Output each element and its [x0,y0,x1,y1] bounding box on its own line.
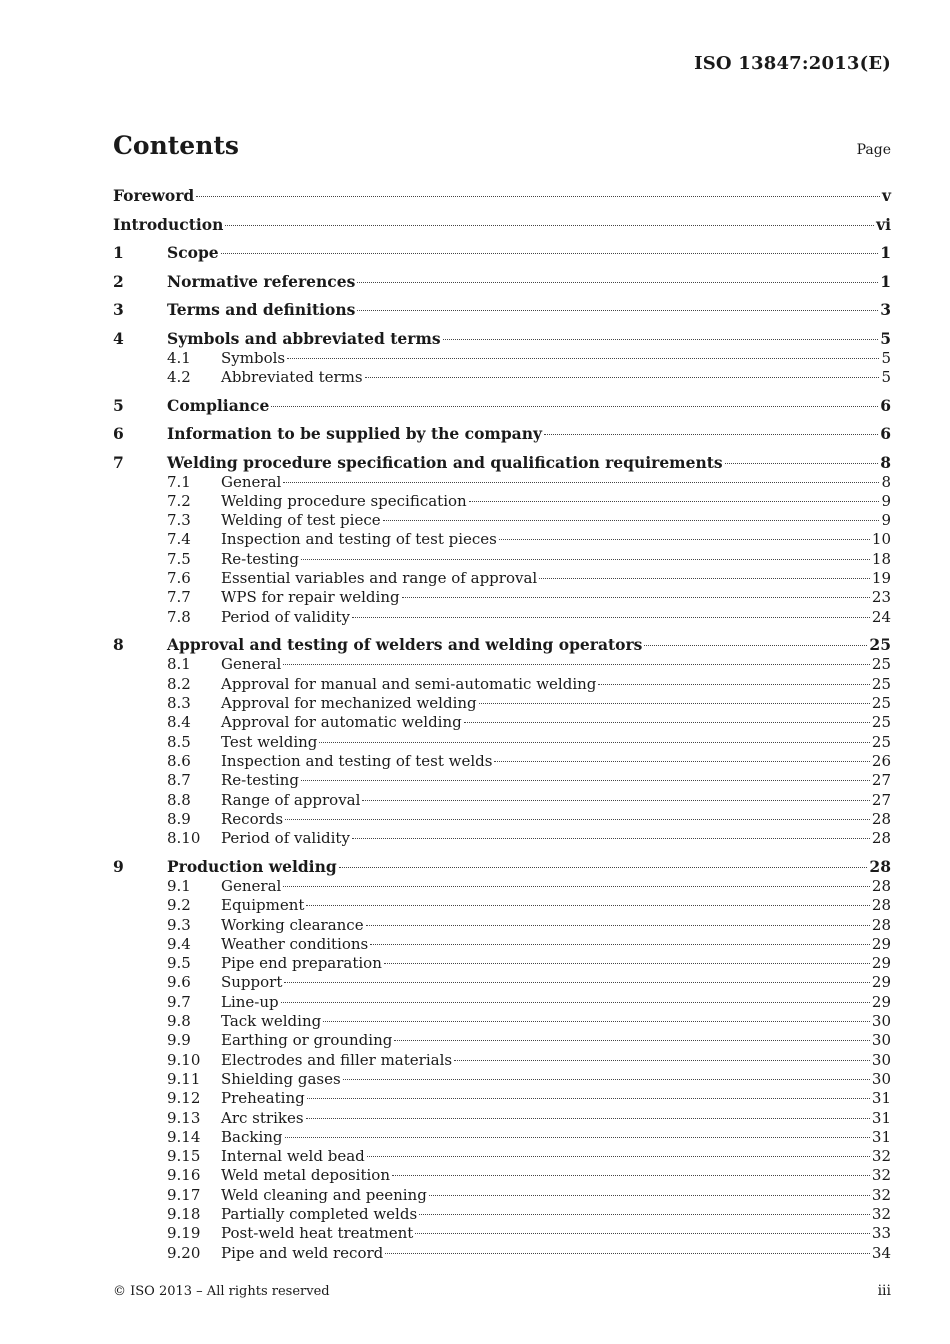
toc-subsection-entry[interactable] [113,569,891,588]
toc-entry-page: 30 [871,1050,891,1069]
toc-entry-title: Production welding [167,856,337,876]
toc-entry-title: Preheating [221,1089,305,1108]
dot-leader [301,558,870,560]
toc-entry-number: 7.5 [167,549,191,568]
dot-leader [443,338,879,340]
toc-subsection-entry[interactable] [113,1070,891,1089]
toc-entry-page: vi [876,214,891,234]
toc-subsection-entry[interactable] [113,694,891,713]
toc-entry-title: Period of validity [221,829,350,848]
toc-entry-page: 25 [871,713,891,732]
toc-entry-number: 8.1 [167,655,191,674]
toc-entry-page: 8 [881,472,891,491]
toc-entry-title: Records [221,809,284,828]
toc-entry-title: Essential variables and range of approval [221,569,538,588]
toc-entry-title: Approval for manual and semi-automatic welding [221,674,597,693]
toc-entry-number: 9.2 [167,896,191,915]
toc-entry-page: 25 [871,694,891,713]
toc-entry-page: 27 [871,771,891,790]
toc-entry-page: 32 [871,1166,891,1185]
dot-leader [367,1155,870,1157]
toc-section-entry[interactable] [113,300,891,320]
dot-leader [469,500,880,502]
dot-leader [283,481,879,483]
toc-entry-title: Re-testing [221,771,299,790]
toc-entry-number: 9.14 [167,1127,201,1146]
dot-leader [598,683,870,685]
toc-section-entry[interactable] [113,243,891,263]
toc-entry-page: 28 [871,809,891,828]
dot-leader [383,519,880,521]
dot-leader [362,799,870,801]
page-number: iii [877,1283,891,1299]
toc-subsection-entry[interactable] [113,1128,891,1147]
toc-entry-number: 8 [113,635,124,655]
toc-subsection-entry[interactable] [113,877,891,896]
dot-leader [357,309,878,311]
toc-entry-title: Re-testing [221,549,299,568]
toc-entry-page: 29 [871,992,891,1011]
page-column-label: Page [856,142,891,158]
dot-leader [306,1117,870,1119]
copyright-notice: © ISO 2013 – All rights reserved [113,1284,330,1299]
toc-subsection-entry[interactable] [113,1244,891,1263]
toc-entry-number: 7.4 [167,530,191,549]
toc-entry-number: 8.3 [167,694,191,713]
toc-entry-page: 28 [871,829,891,848]
dot-leader [415,1232,870,1234]
toc-subsection-entry[interactable] [113,1166,891,1185]
toc-subsection-entry[interactable] [113,588,891,607]
toc-entry-number: 9.5 [167,954,191,973]
dot-leader [287,357,879,359]
toc-subsection-entry[interactable] [113,349,891,368]
toc-section-entry[interactable] [113,186,891,206]
toc-entry-number: 3 [113,300,124,319]
toc-entry-number: 1 [113,243,124,262]
toc-section-entry[interactable] [113,396,891,416]
toc-entry-page: 33 [871,1224,891,1243]
toc-entry-page: 30 [871,1031,891,1050]
toc-entry-number: 9.8 [167,1012,191,1031]
dot-leader [392,1174,870,1176]
dot-leader [271,405,878,407]
toc-entry-page: 29 [871,973,891,992]
toc-subsection-entry[interactable] [113,1186,891,1205]
toc-entry-title: Earthing or grounding [221,1031,393,1050]
toc-entry-title: Approval and testing of welders and welding operators [167,635,643,655]
toc-entry-title: Partially completed welds [221,1204,418,1223]
toc-subsection-entry[interactable] [113,1051,891,1070]
dot-leader [285,1136,870,1138]
toc-entry-number: 2 [113,271,124,291]
toc-entry-page: 23 [871,588,891,607]
toc-entry-page: 27 [871,790,891,809]
toc-entry-page: 31 [871,1108,891,1127]
toc-entry-page: 5 [880,328,891,348]
dot-leader [284,981,870,983]
toc-entry-title: Symbols and abbreviated terms [167,328,441,348]
toc-section-entry[interactable] [113,329,891,349]
toc-entry-page: 32 [871,1185,891,1204]
toc-subsection-entry[interactable] [113,993,891,1012]
toc-entry-page: 1 [880,243,891,262]
toc-entry-title: Internal weld bead [221,1147,365,1166]
toc-entry-number: 9.12 [167,1089,201,1108]
dot-leader [339,866,868,868]
toc-entry-title: Abbreviated terms [221,367,363,386]
dot-leader [196,195,880,197]
toc-subsection-entry[interactable] [113,655,891,674]
toc-entry-number: 9.9 [167,1031,191,1050]
toc-subsection-entry[interactable] [113,1224,891,1243]
toc-entry-number: 8.7 [167,771,191,790]
toc-entry-title: Welding procedure specification [221,491,467,510]
toc-subsection-entry[interactable] [113,771,891,790]
toc-subsection-entry[interactable] [113,368,891,387]
toc-entry-title: WPS for repair welding [221,588,400,607]
toc-subsection-entry[interactable] [113,713,891,732]
dot-leader [725,462,879,464]
dot-leader [225,224,874,226]
dot-leader [285,818,870,820]
dot-leader [281,1001,870,1003]
toc-subsection-entry[interactable] [113,935,891,954]
toc-entry-number: 7.6 [167,569,191,588]
toc-entry-title: Support [221,973,283,992]
toc-entry-title: Information to be supplied by the company [167,424,542,444]
dot-leader [384,962,870,964]
toc-entry-page: 25 [871,732,891,751]
toc-entry-number: 9.13 [167,1108,201,1127]
dot-leader [221,252,879,254]
toc-entry-number: 9 [113,856,124,876]
toc-subsection-entry[interactable] [113,1205,891,1224]
toc-entry-number: 9.19 [167,1224,201,1243]
toc-entry-number: 7.7 [167,588,191,607]
toc-entry-number: 8.2 [167,674,191,693]
toc-entry-page: 30 [871,1012,891,1031]
dot-leader [419,1213,870,1215]
toc-entry-page: 28 [871,896,891,915]
toc-entry-title: Inspection and testing of test pieces [221,530,497,549]
toc-entry-number: 8.10 [167,829,201,848]
toc-entry-page: 26 [871,751,891,770]
toc-entry-title: Inspection and testing of test welds [221,751,493,770]
toc-entry-number: 9.4 [167,934,191,953]
toc-entry-number: 9.18 [167,1204,201,1223]
toc-entry-page: 32 [871,1147,891,1166]
toc-subsection-entry[interactable] [113,675,891,694]
toc-entry-title: Terms and definitions [167,300,356,319]
dot-leader [352,616,870,618]
toc-entry-page: 31 [871,1127,891,1146]
dot-leader [357,281,878,283]
dot-leader [366,924,870,926]
toc-entry-number: 7.3 [167,511,191,530]
toc-entry-title: Electrodes and filler materials [221,1050,453,1069]
toc-entry-page: 5 [881,348,891,367]
toc-entry-number: 9.16 [167,1166,201,1185]
toc-entry-title: Weld metal deposition [221,1166,390,1185]
toc-entry-number: 9.3 [167,915,191,934]
dot-leader [464,721,870,723]
toc-entry-title: Equipment [221,896,305,915]
dot-leader [494,760,869,762]
toc-entry-title: Backing [221,1127,283,1146]
toc-section-entry[interactable] [113,453,891,473]
toc-entry-number: 8.5 [167,732,191,751]
toc-entry-page: 29 [871,934,891,953]
toc-entry-title: Introduction [113,214,224,234]
toc-entry-page: 31 [871,1089,891,1108]
toc-entry-page: 8 [880,452,891,472]
toc-entry-number: 4.2 [167,367,191,386]
contents-title: Contents [113,131,240,160]
toc-entry-number: 7.8 [167,607,191,626]
toc-entry-title: Approval for automatic welding [221,713,462,732]
toc-entry-title: General [221,472,282,491]
dot-leader [402,596,870,598]
toc-entry-title: Weather conditions [221,934,369,953]
toc-entry-page: v [881,186,891,205]
toc-subsection-entry[interactable] [113,810,891,829]
toc-entry-title: Test welding [221,732,318,751]
toc-entry-title: Tack welding [221,1012,322,1031]
toc-entry-page: 9 [881,511,891,530]
toc-entry-number: 9.7 [167,992,191,1011]
toc-subsection-entry[interactable] [113,1012,891,1031]
toc-subsection-entry[interactable] [113,829,891,848]
toc-entry-number: 8.4 [167,713,191,732]
dot-leader [306,904,870,906]
toc-entry-page: 34 [871,1243,891,1262]
toc-entry-number: 9.6 [167,973,191,992]
toc-subsection-entry[interactable] [113,752,891,771]
toc-subsection-entry[interactable] [113,1089,891,1108]
toc-entry-number: 9.11 [167,1069,201,1088]
dot-leader [319,741,870,743]
toc-subsection-entry[interactable] [113,511,891,530]
toc-entry-page: 25 [871,674,891,693]
toc-entry-page: 19 [871,569,891,588]
toc-entry-title: Normative references [167,271,356,291]
dot-leader [343,1078,870,1080]
dot-leader [365,376,880,378]
toc-section-entry[interactable] [113,215,891,235]
toc-subsection-entry[interactable] [113,791,891,810]
toc-entry-title: Pipe end preparation [221,954,382,973]
toc-subsection-entry[interactable] [113,550,891,569]
toc-entry-number: 7.2 [167,491,191,510]
toc-entry-title: Welding of test piece [221,511,381,530]
toc-entry-page: 28 [871,876,891,895]
toc-entry-number: 5 [113,395,124,415]
toc-entry-title: Period of validity [221,607,350,626]
toc-entry-title: Post-weld heat treatment [221,1224,414,1243]
toc-entry-page: 3 [880,300,891,319]
toc-entry-page: 1 [880,271,891,291]
dot-leader [385,1252,870,1254]
toc-entry-title: Weld cleaning and peening [221,1185,427,1204]
dot-leader [394,1039,870,1041]
toc-entry-number: 4.1 [167,348,191,367]
toc-entry-number: 9.15 [167,1147,201,1166]
toc-entry-title: Scope [167,243,219,262]
toc-entry-number: 7.1 [167,472,191,491]
toc-entry-title: Approval for mechanized welding [221,694,477,713]
toc-entry-number: 6 [113,424,124,444]
toc-entry-number: 4 [113,328,124,348]
document-identifier: ISO 13847:2013(E) [694,53,891,74]
toc-entry-page: 5 [881,367,891,386]
toc-entry-page: 18 [871,549,891,568]
dot-leader [544,433,878,435]
toc-entry-page: 10 [871,530,891,549]
toc-entry-page: 6 [880,424,891,444]
toc-entry-title: Welding procedure specification and qualification requirements [167,452,723,472]
toc-entry-title: Working clearance [221,915,364,934]
toc-entry-title: Compliance [167,395,270,415]
toc-entry-number: 9.20 [167,1243,201,1262]
dot-leader [454,1059,870,1061]
toc-entry-page: 25 [871,655,891,674]
table-of-contents [113,186,891,1263]
toc-entry-number: 9.10 [167,1050,201,1069]
toc-entry-number: 8.6 [167,751,191,770]
toc-subsection-entry[interactable] [113,530,891,549]
dot-leader [644,644,867,646]
toc-subsection-entry[interactable] [113,608,891,627]
toc-entry-page: 28 [869,856,891,876]
toc-entry-page: 28 [871,915,891,934]
dot-leader [352,837,870,839]
dot-leader [283,885,870,887]
toc-entry-page: 6 [880,395,891,415]
toc-entry-number: 8.8 [167,790,191,809]
toc-entry-title: Symbols [221,348,286,367]
toc-entry-page: 30 [871,1069,891,1088]
toc-entry-page: 9 [881,491,891,510]
toc-entry-title: Arc strikes [221,1108,304,1127]
toc-entry-number: 9.1 [167,876,191,895]
dot-leader [429,1194,870,1196]
toc-entry-title: Range of approval [221,790,361,809]
dot-leader [370,943,870,945]
toc-entry-page: 24 [871,607,891,626]
toc-subsection-entry[interactable] [113,973,891,992]
dot-leader [539,577,870,579]
toc-section-entry[interactable] [113,424,891,444]
toc-entry-number: 9.17 [167,1185,201,1204]
dot-leader [283,663,870,665]
toc-subsection-entry[interactable] [113,1147,891,1166]
toc-subsection-entry[interactable] [113,473,891,492]
toc-entry-title: General [221,876,282,895]
dot-leader [499,538,870,540]
toc-entry-title: Foreword [113,186,195,205]
dot-leader [479,702,870,704]
toc-entry-title: Shielding gases [221,1069,341,1088]
toc-entry-page: 29 [871,954,891,973]
toc-subsection-entry[interactable] [113,896,891,915]
toc-subsection-entry[interactable] [113,1031,891,1050]
toc-entry-title: Line-up [221,992,279,1011]
toc-entry-page: 25 [869,635,891,655]
toc-entry-title: General [221,655,282,674]
dot-leader [323,1020,870,1022]
toc-subsection-entry[interactable] [113,954,891,973]
toc-section-entry[interactable] [113,857,891,877]
toc-subsection-entry[interactable] [113,1109,891,1128]
toc-entry-page: 32 [871,1204,891,1223]
toc-subsection-entry[interactable] [113,916,891,935]
dot-leader [307,1097,870,1099]
toc-subsection-entry[interactable] [113,733,891,752]
toc-entry-title: Pipe and weld record [221,1243,384,1262]
toc-subsection-entry[interactable] [113,492,891,511]
toc-section-entry[interactable] [113,272,891,292]
dot-leader [301,779,870,781]
toc-entry-number: 7 [113,452,124,472]
toc-entry-number: 8.9 [167,809,191,828]
toc-section-entry[interactable] [113,635,891,655]
